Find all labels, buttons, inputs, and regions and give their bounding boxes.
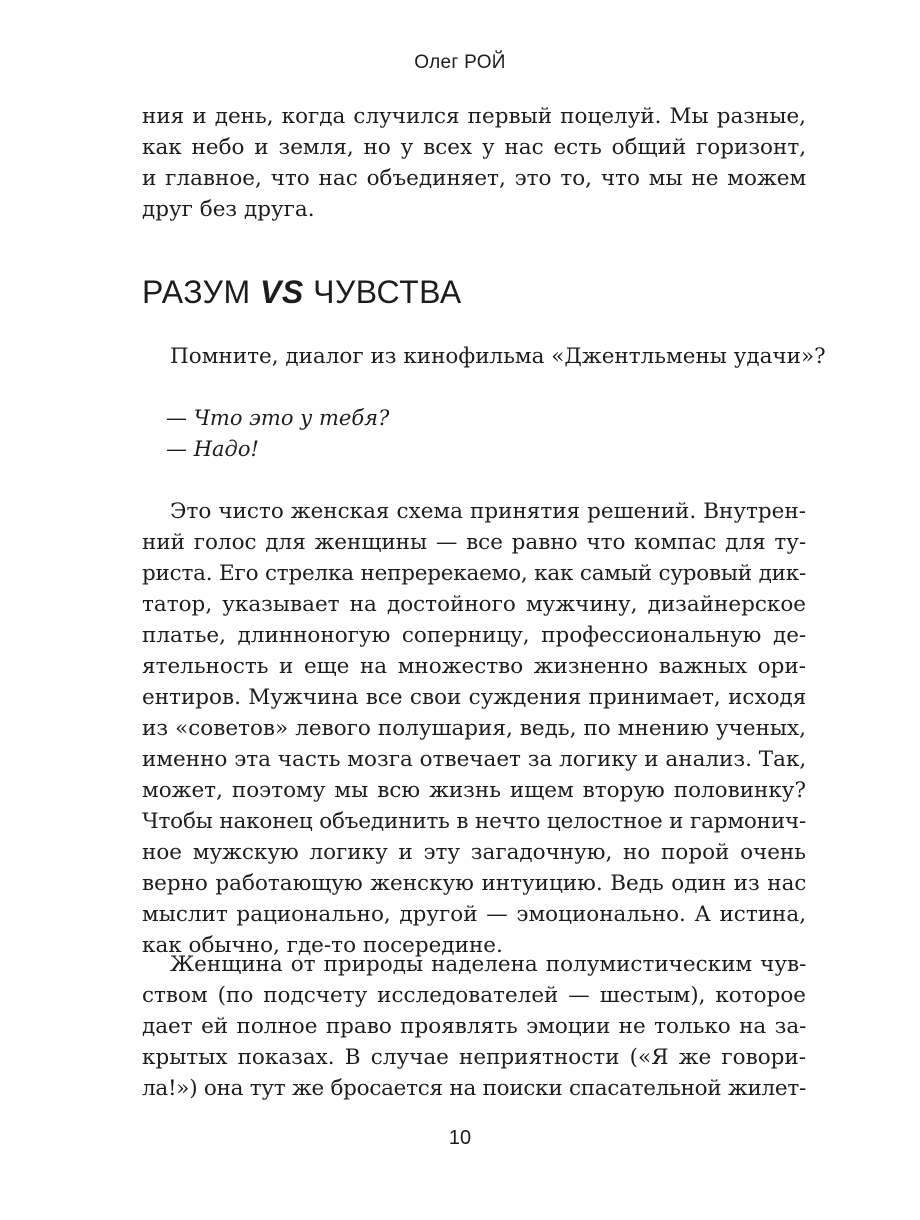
text-line: как небо и земля, но у всех у нас есть общий горизонт, bbox=[142, 135, 807, 160]
dialog-text: Надо! bbox=[193, 437, 259, 461]
text-line: из «советов» левого полушария, ведь, по мнению ученых, bbox=[142, 716, 806, 741]
text-line: татор, указывает на достойного мужчину, дизайнерское bbox=[142, 592, 806, 617]
text-line: риста. Его стрелка непререкаемо, как самый суровый дик- bbox=[142, 561, 806, 586]
text-line: Чтобы наконец объединить в нечто целостное и гармонич- bbox=[142, 809, 807, 834]
text-line: платье, длинноногую соперницу, профессиональную де- bbox=[142, 623, 807, 648]
heading-part-before: РАЗУМ bbox=[142, 274, 261, 310]
text-line: может, поэтому мы всю жизнь ищем вторую половинку? bbox=[142, 778, 806, 803]
main-paragraph bbox=[142, 496, 806, 961]
dialog-dash: — bbox=[166, 437, 194, 461]
text-line: мыслит рационально, другой — эмоционально. А истина, bbox=[142, 902, 807, 927]
text-line: и главное, что нас объединяет, это то, что мы не можем bbox=[142, 166, 807, 191]
intro-paragraph bbox=[142, 101, 806, 225]
dialog-quote bbox=[166, 403, 389, 465]
text-line: друг без друга. bbox=[142, 197, 315, 222]
text-line: ством (по подсчету исследователей — шестым), которое bbox=[142, 983, 806, 1008]
text-line: ния и день, когда случился первый поцелуй. Мы разные, bbox=[142, 104, 807, 129]
woman-paragraph bbox=[142, 949, 806, 1104]
text-line: ний голос для женщины — все равно что компас для ту- bbox=[142, 530, 807, 555]
section-heading bbox=[142, 274, 462, 311]
text-line: ла!») она тут же бросается на поиски спасательной жилет- bbox=[142, 1076, 806, 1101]
text-line: ентиров. Мужчина все свои суждения принимает, исходя bbox=[142, 685, 807, 710]
text-line: как обычно, где-то посередине. bbox=[142, 933, 503, 958]
dialog-text: Что это у тебя? bbox=[193, 406, 390, 430]
page-number: 10 bbox=[448, 1127, 472, 1149]
dialog-line bbox=[166, 403, 389, 434]
text-line: Женщина от природы наделена полумистическим чув- bbox=[170, 952, 807, 977]
running-head-author: Олег РОЙ bbox=[414, 52, 506, 73]
dialog-dash: — bbox=[166, 406, 194, 430]
epigraph: Помните, диалог из кинофильма «Джентльмены удачи»? bbox=[170, 344, 826, 369]
text-line: крытых показах. В случае неприятности («Я же говори- bbox=[142, 1045, 806, 1070]
text-line: верно работающую женскую интуицию. Ведь один из нас bbox=[142, 871, 807, 896]
heading-part-after: ЧУВСТВА bbox=[303, 274, 462, 310]
text-line: Это чисто женская схема принятия решений. Внутрен- bbox=[170, 499, 806, 524]
dialog-line bbox=[166, 434, 389, 465]
text-line: ятельность и еще на множество жизненно важных ори- bbox=[142, 654, 806, 679]
heading-vs: VS bbox=[260, 274, 304, 310]
text-line: ное мужскую логику и эту загадочную, но порой очень bbox=[142, 840, 806, 865]
text-line: именно эта часть мозга отвечает за логику и анализ. Так, bbox=[142, 747, 807, 772]
text-line: дает ей полное право проявлять эмоции не только на за- bbox=[142, 1014, 807, 1039]
